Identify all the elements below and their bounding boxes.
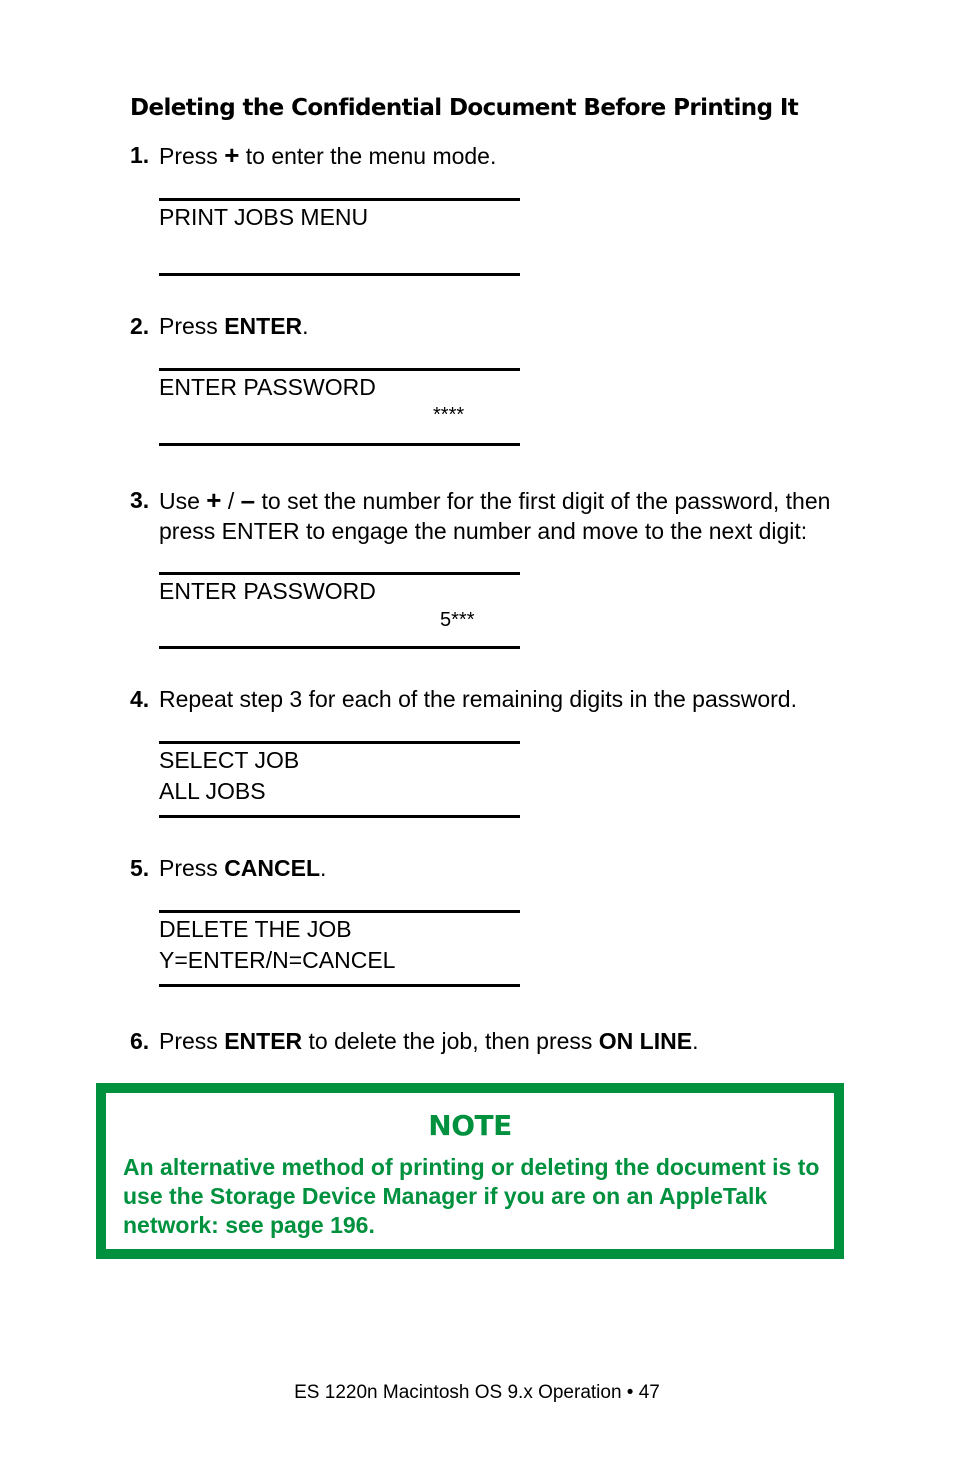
note-box [96, 1083, 844, 1259]
step-number: 5. [130, 855, 150, 881]
panel-line-2: Y=ENTER/N=CANCEL [159, 947, 396, 973]
section-heading: Deleting the Confidential Document Before Printing It [130, 95, 799, 121]
note-body: An alternative method of printing or deleting the document is to use the Storage Device Manager if you are on an AppleTalk network: see page 196. [123, 1154, 820, 1238]
plus-symbol: + [224, 140, 240, 170]
step-number: 3. [130, 487, 150, 513]
enter-key-label: ENTER [224, 313, 303, 339]
panel-line-1: DELETE THE JOB [159, 916, 352, 942]
panel-line-1: SELECT JOB [159, 747, 300, 773]
enter-key-label: ENTER [224, 1028, 303, 1054]
lcd-panel-delete-job [159, 910, 520, 987]
lcd-panel-enter-password-digit [159, 572, 520, 649]
step-2: 2. Press ENTER. [130, 313, 309, 339]
page-footer: ES 1220n Macintosh OS 9.x Operation • 47 [294, 1382, 660, 1403]
step-6: 6. Press ENTER to delete the job, then press ON LINE. [130, 1028, 699, 1054]
note-title: NOTE [428, 1109, 512, 1142]
minus-symbol: – [240, 485, 256, 515]
lcd-panel-enter-password [159, 368, 520, 446]
step-3: 3. Use + / – to set the number for the first digit of the password, then press ENTER to engage the number and move to the next digit: [130, 485, 831, 544]
step-1: 1. Press + to enter the menu mode. [130, 140, 497, 170]
password-mask: **** [433, 404, 465, 426]
step-number: 1. [130, 142, 150, 168]
lcd-panel-select-job [159, 741, 520, 818]
step-5: 5. Press CANCEL. [130, 855, 327, 881]
step-4: 4. Repeat step 3 for each of the remaining digits in the password. [130, 686, 797, 712]
step-number: 4. [130, 686, 150, 712]
lcd-panel-print-jobs-menu [159, 198, 520, 276]
cancel-key-label: CANCEL [224, 855, 321, 881]
step-number: 6. [130, 1028, 150, 1054]
password-mask: 5*** [440, 609, 475, 631]
panel-line-1: ENTER PASSWORD [159, 578, 376, 604]
panel-line-1: ENTER PASSWORD [159, 374, 376, 400]
on-line-key-label: ON LINE [598, 1028, 693, 1054]
plus-symbol: + [206, 485, 222, 515]
step-number: 2. [130, 313, 150, 339]
panel-line-1: PRINT JOBS MENU [159, 204, 369, 230]
panel-line-2: ALL JOBS [159, 778, 266, 804]
